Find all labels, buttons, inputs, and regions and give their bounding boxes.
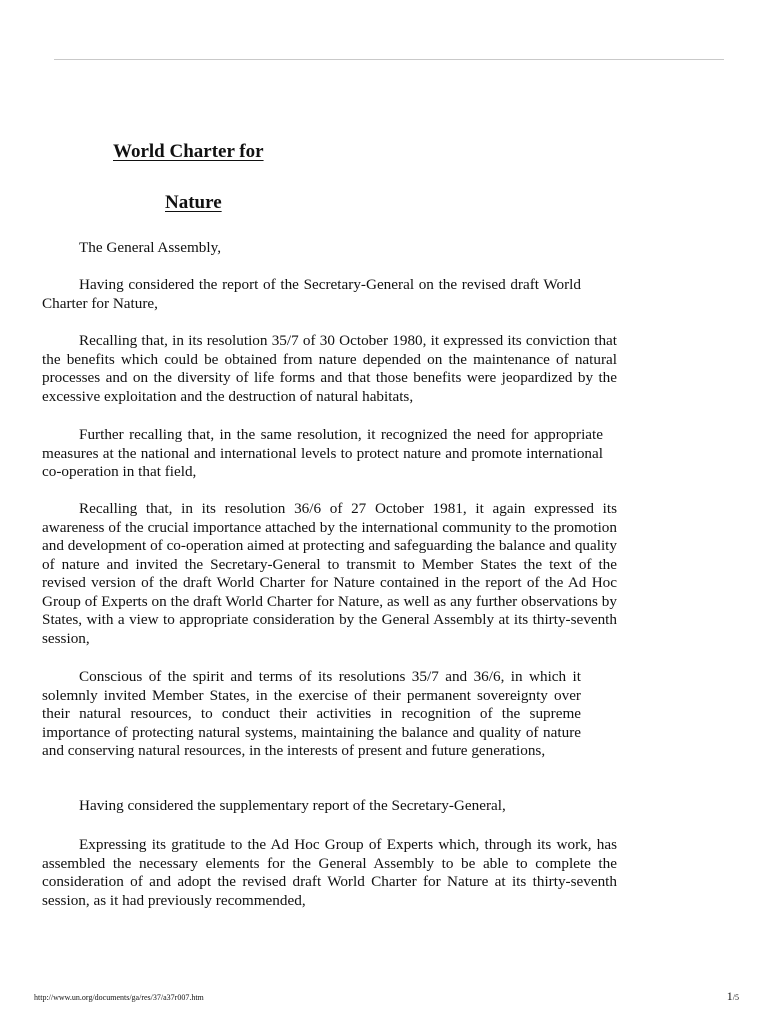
page-number — [727, 989, 739, 1004]
page-current: 1 — [726, 989, 733, 1003]
paragraph-expressing-gratitude: Expressing its gratitude to the Ad Hoc Group of Experts which, through its work, has assembled the necessary elements for the General Assembly to be able to complete the consideration of and adopt the revised draft World Charter for Nature at its thirty-seventh session, as it had previously recommended, — [42, 836, 617, 909]
page-total: /5 — [732, 993, 739, 1002]
paragraph-supplementary-report: Having considered the supplementary report of the Secretary-General, — [79, 797, 506, 814]
paragraph-recalling-35-7: Recalling that, in its resolution 35/7 of 30 October 1980, it expressed its conviction that the benefits which could be obtained from nature depended on the maintenance of natural processes and on the diversity of life forms and that those benefits were jeopardized by the excessive exploitation and the destruction of natural habitats, — [42, 332, 617, 405]
paragraph-considered-report: Having considered the report of the Secretary-General on the revised draft World Charter for Nature, — [42, 276, 581, 312]
footer-url: http://www.un.org/documents/ga/res/37/a37r007.htm — [34, 993, 204, 1002]
header-divider — [54, 59, 724, 60]
paragraph-further-recalling: Further recalling that, in the same resolution, it recognized the need for appropriate measures at the national and international levels to protect nature and promote international co-operation in that field, — [42, 426, 603, 480]
paragraph-preamble: The General Assembly, — [79, 239, 221, 256]
paragraph-recalling-36-6: Recalling that, in its resolution 36/6 of 27 October 1981, it again expressed its awareness of the crucial importance attached by the international community to the promotion and development of co-operation aimed at protecting and safeguarding the balance and quality of nature and invited the Secretary-General to transmit to Member States the text of the revised version of the draft World Charter for Nature contained in the report of the Ad Hoc Group of Experts on the draft World Charter for Nature, as well as any further observations by States, with a view to appropriate consideration by the General Assembly at its thirty-seventh session, — [42, 500, 617, 647]
paragraph-conscious: Conscious of the spirit and terms of its resolutions 35/7 and 36/6, in which it solemnly invited Member States, in the exercise of their permanent sovereignty over their natural resources, to conduct their activities in recognition of the supreme importance of protecting natural systems, maintaining the balance and quality of nature and conserving natural resources, in the interests of present and future generations, — [42, 668, 581, 759]
document-title-line-1: World Charter for — [113, 141, 264, 162]
document-title-line-2: Nature — [165, 192, 222, 213]
